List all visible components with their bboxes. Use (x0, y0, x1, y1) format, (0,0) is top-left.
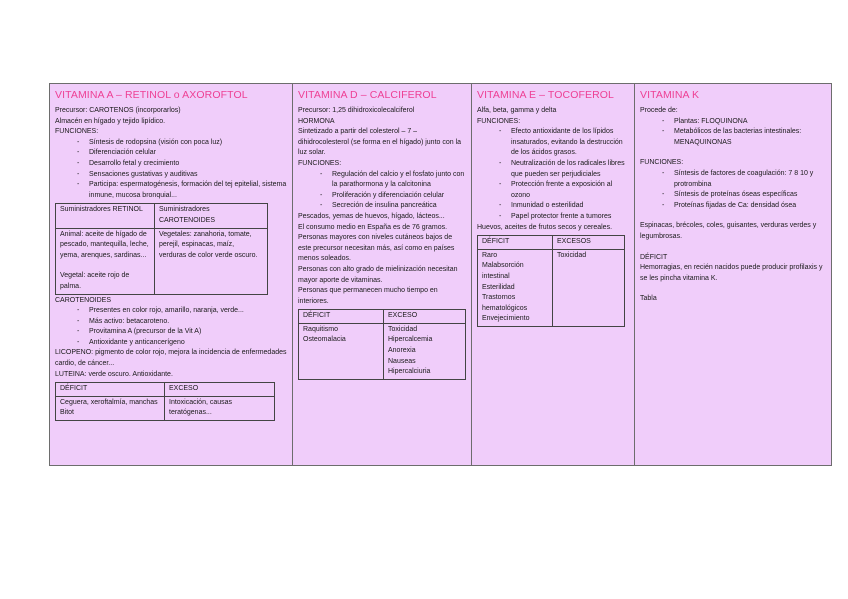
deficit-item: Esterilidad (482, 283, 515, 291)
deficit-item: Envejecimiento (482, 315, 530, 323)
vitamin-d-precursor: Precursor: 1,25 dihidroxicolecalciferol (298, 107, 415, 114)
lycopene-text: LICOPENO: pigmento de color rojo, mejora la incidencia de enfermedades cardio, de cáncer... (55, 349, 287, 368)
list-item: - Provitamina A (precursor de la Vit A) (77, 327, 287, 338)
suppliers-table (55, 203, 268, 294)
lutein-text: LUTEINA: verde oscuro. Antioxidante. (55, 370, 173, 378)
list-item: - Síntesis de factores de coagulación: 7 8 10 y protrombina (662, 169, 826, 190)
suppliers-retinol-animal: Animal: aceite de hígado de pescado, mantequilla, leche, yema, arenques, sardinas... (60, 230, 149, 259)
list-item: - Proliferación y diferenciación celular (320, 191, 466, 202)
list-item: - Efecto antioxidante de los lípidos insaturados, evitando la destrucción de los ácidos grasos. (499, 127, 629, 159)
list-item: - Protección frente a exposición al ozono (499, 180, 629, 201)
vitamin-e-functions-label: FUNCIONES: (477, 117, 521, 125)
deficit-item: Raquitismo (303, 325, 339, 333)
deficit-cell (299, 323, 384, 379)
deficit-header: DÉFICIT (299, 310, 384, 324)
list-item: - Presentes en color rojo, amarillo, naranja, verde... (77, 306, 287, 317)
vitamin-d-hormone: HORMONA (298, 117, 335, 125)
list-item: - Secreción de insulina pancreática (320, 201, 466, 212)
excess-item: Anorexia (388, 347, 416, 355)
vitamin-d-functions-list (298, 170, 466, 212)
column-vitamin-e (472, 84, 635, 465)
vitamin-k-deficit-label: DÉFICIT (640, 253, 668, 261)
carotenoids-label: CAROTENOIDES (55, 296, 112, 304)
vitamin-k-functions-label: FUNCIONES: (640, 159, 684, 167)
deficit-cell (478, 249, 553, 326)
excess-cell: Intoxicación, causas teratógenas... (165, 396, 275, 420)
vitamin-k-foods: Espinacas, brécoles, coles, guisantes, verduras verdes y legumbrosas. (640, 222, 817, 240)
vitamin-k-table-label: Tabla (640, 295, 657, 303)
spacer (640, 211, 826, 221)
spacer (640, 284, 826, 294)
vitamin-a-functions-list (55, 138, 287, 202)
vitamin-a-functions-label: FUNCIONES: (55, 128, 99, 136)
list-item: - Participa: espermatogénesis, formación del tej epitelial, sistema inmune, mucosa bronquial... (77, 180, 287, 201)
spacer (60, 261, 150, 271)
vitamin-e-types: Alfa, beta, gamma y delta (477, 107, 557, 114)
list-item: - Papel protector frente a tumores (499, 212, 629, 223)
vitamin-k-deficit-text: Hemorragias, en recién nacidos puede producir profilaxis y se les pincha vitamina K. (640, 264, 823, 282)
excess-header: EXCESOS (553, 236, 625, 250)
vitamin-e-deficit-table (477, 235, 625, 327)
vitamin-a-title: VITAMINA A – RETINOL o AXOROFTOL (55, 89, 248, 101)
list-item: - Antioxidante y anticancerígeno (77, 338, 287, 349)
list-item: - Sensaciones gustativas y auditivas (77, 170, 287, 181)
deficit-item: Trastornos hematológicos (482, 294, 528, 312)
deficit-header: DÉFICIT (478, 236, 553, 250)
suppliers-carotenoids-cell: Vegetales: zanahoria, tomate, perejil, espinacas, maíz, verduras de color verde oscuro. (155, 228, 268, 294)
vitamin-d-title: VITAMINA D – CALCIFEROL (298, 89, 437, 101)
suppliers-retinol-cell (56, 228, 155, 294)
spacer (640, 148, 826, 158)
vitamin-d-synthesis: Sintetizado a partir del colesterol – 7 – dihidrocolesterol (se forma en el hígado) junto con la luz solar. (298, 128, 462, 157)
vitamin-k-title: VITAMINA K (640, 89, 700, 101)
vitamin-k-functions-list (640, 169, 826, 211)
spacer (640, 243, 826, 253)
excess-cell (384, 323, 466, 379)
list-item: - Proteínas fijadas de Ca: densidad ósea (662, 201, 826, 212)
column-vitamin-d (293, 84, 472, 465)
vitamin-e-functions-list (477, 127, 629, 222)
column-vitamin-k (635, 84, 831, 465)
column-vitamin-a (50, 84, 293, 465)
excess-cell: Toxicidad (553, 249, 625, 326)
vitamin-a-precursor: Precursor: CAROTENOS (incorporarlos) (55, 107, 181, 114)
vitamin-d-deficit-table (298, 309, 466, 380)
excess-item: Nauseas (388, 357, 416, 365)
list-item: - Desarrollo fetal y crecimiento (77, 159, 287, 170)
list-item: - Metabólicos de las bacterias intestinales: MENAQUINONAS (662, 127, 826, 148)
deficit-item: Osteomalacia (303, 336, 346, 344)
excess-item: Toxicidad (388, 325, 418, 333)
vitamin-d-elderly: Personas mayores con niveles cutáneos bajos de este precursor necesitan más, así como en países menos soleados. (298, 234, 455, 263)
list-item: - Diferenciación celular (77, 148, 287, 159)
list-item: - Inmunidad o esterilidad (499, 201, 629, 212)
list-item: - Regulación del calcio y el fosfato junto con la parathormona y la calcitonina (320, 170, 466, 191)
vitamin-k-source-label: Procede de: (640, 107, 678, 114)
carotenoids-list (55, 306, 287, 348)
list-item: - Síntesis de proteínas óseas específicas (662, 190, 826, 201)
vitamin-a-deficit-table (55, 382, 275, 421)
vitamin-k-sources-list (640, 117, 826, 149)
excess-item: Hipercalciuria (388, 368, 431, 376)
vitamin-e-title: VITAMINA E – TOCOFEROL (477, 89, 614, 101)
list-item: - Neutralización de los radicales libres que pueden ser perjudiciales (499, 159, 629, 180)
deficit-cell: Ceguera, xeroftalmía, manchas Bitot (56, 396, 165, 420)
suppliers-retinol-vegetal: Vegetal: aceite rojo de palma. (60, 272, 130, 290)
vitamin-a-storage: Almacén en hígado y tejido lipídico. (55, 117, 166, 125)
suppliers-retinol-header: Suministradores RETINOL (56, 204, 155, 228)
vitamin-d-consumption: El consumo medio en España es de 76 gramos. (298, 223, 448, 231)
list-item: - Más activo: betacaroteno. (77, 317, 287, 328)
deficit-header: DÉFICIT (56, 383, 165, 397)
list-item: - Plantas: FLOQUINONA (662, 117, 826, 128)
vitamin-e-foods: Huevos, aceites de frutos secos y cereales. (477, 223, 613, 231)
list-item: - Síntesis de rodopsina (visión con poca luz) (77, 138, 287, 149)
vitamins-summary-sheet (49, 83, 832, 466)
vitamin-d-indoors: Personas que permanecen mucho tiempo en interiores. (298, 287, 438, 305)
vitamin-d-sources: Pescados, yemas de huevos, hígado, lácteos... (298, 212, 445, 220)
excess-item: Hipercalcemia (388, 336, 433, 344)
excess-header: EXCESO (165, 383, 275, 397)
deficit-item: Raro (482, 251, 498, 259)
vitamin-d-functions-label: FUNCIONES: (298, 159, 342, 167)
deficit-item: Malabsorción intestinal (482, 262, 524, 280)
excess-header: EXCESO (384, 310, 466, 324)
vitamin-d-myelination: Personas con alto grado de mielinización necesitan mayor aporte de vitaminas. (298, 265, 458, 284)
suppliers-carotenoids-header: Suministradores CAROTENOIDES (155, 204, 268, 228)
